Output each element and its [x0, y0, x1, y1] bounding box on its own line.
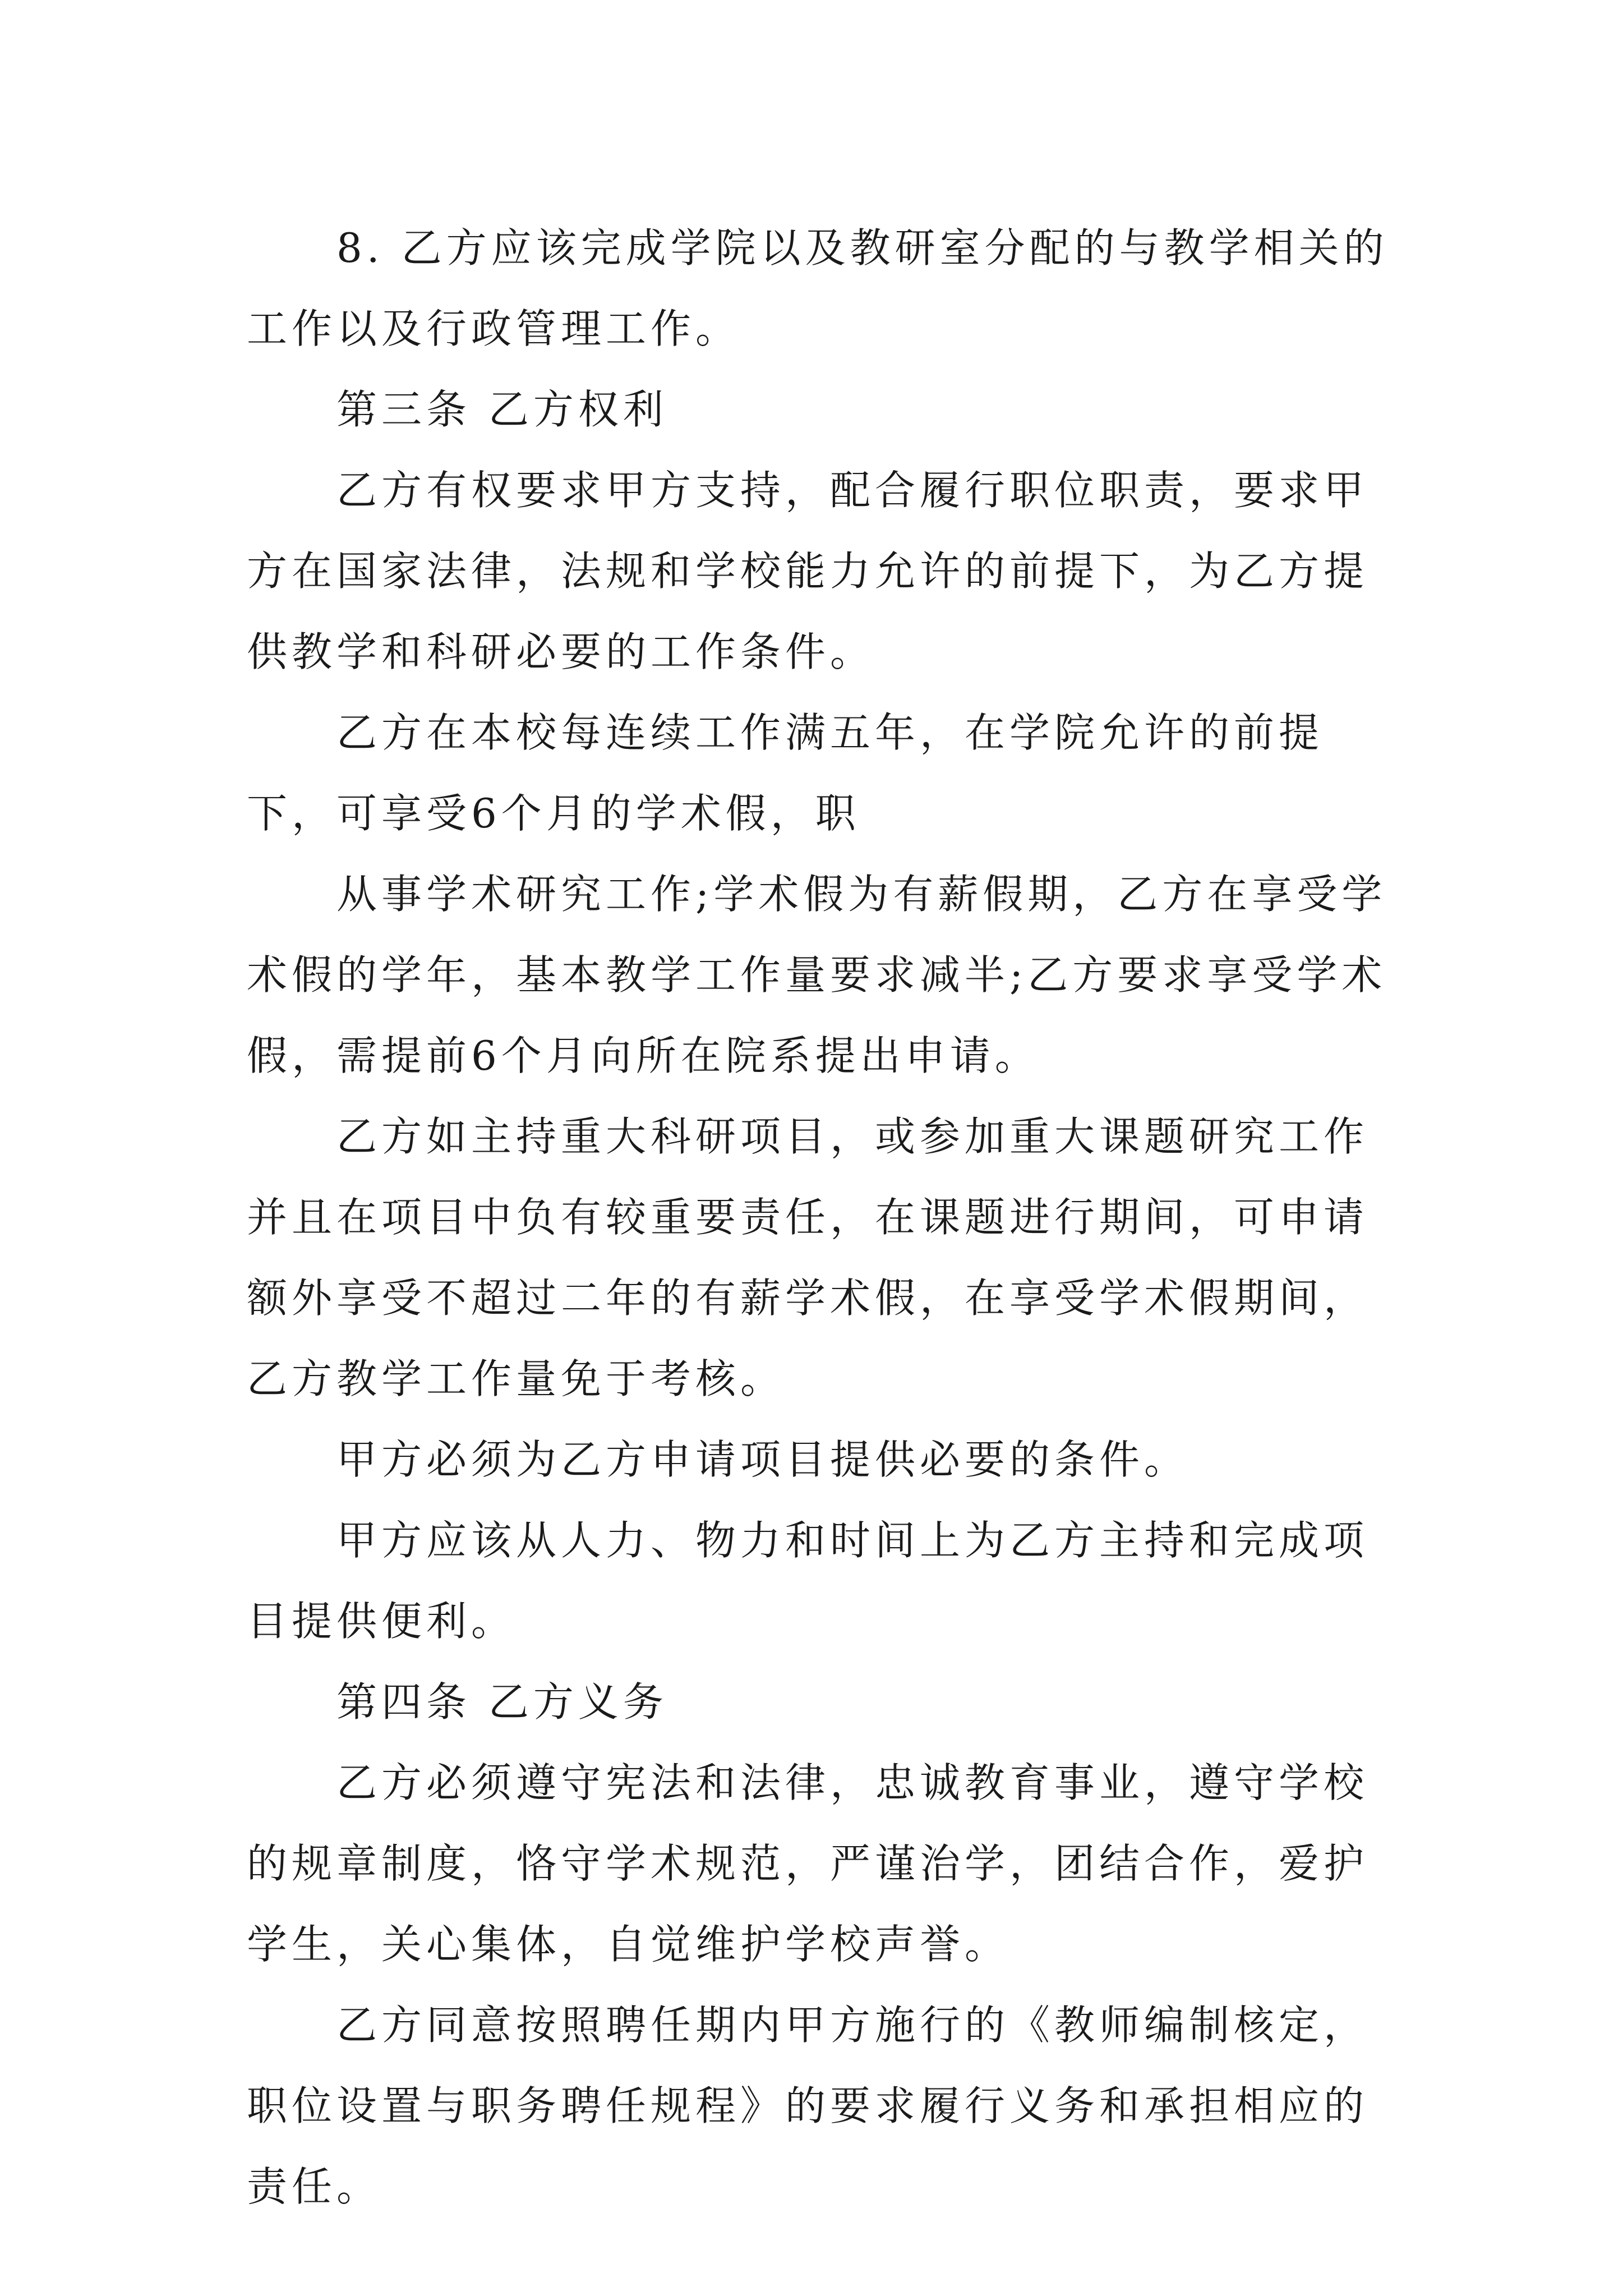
- paragraph-party-a-facilitation: 甲方应该从人力、物力和时间上为乙方主持和完成项目提供便利。: [247, 1517, 1369, 1645]
- document-body: [247, 208, 1391, 2227]
- paragraph-obligations-conduct: 乙方必须遵守宪法和法律，忠诚教育事业，遵守学校的规章制度，恪守学术规范，严谨治学，团结合作，爱护学生，关心集体，自觉维护学校声誉。: [247, 1759, 1369, 1968]
- paragraph-obligations-regulations: 乙方同意按照聘任期内甲方施行的《教师编制核定，职位设置与职务聘任规程》的要求履行义务和承担相应的责任。: [247, 2001, 1369, 2210]
- paragraph-sabbatical-terms: 从事学术研究工作;学术假为有薪假期，乙方在享受学术假的学年，基本教学工作量要求减半;乙方要求享受学术假，需提前6个月向所在院系提出申请。: [247, 871, 1387, 1079]
- paragraph-research-project-leave: 乙方如主持重大科研项目，或参加重大课题研究工作并且在项目中负有较重要责任，在课题进行期间，可申请额外享受不超过二年的有薪学术假，在享受学术假期间，乙方教学工作量免于考核。: [247, 1113, 1369, 1402]
- paragraph-party-a-conditions: 甲方必须为乙方申请项目提供必要的条件。: [336, 1436, 1189, 1483]
- heading-article-3: 第三条 乙方权利: [336, 386, 668, 433]
- heading-article-4: 第四条 乙方义务: [336, 1678, 668, 1726]
- paragraph-rights-support: 乙方有权要求甲方支持，配合履行职位职责，要求甲方在国家法律，法规和学校能力允许的前提下，为乙方提供教学和科研必要的工作条件。: [247, 467, 1369, 675]
- paragraph-clause-8: 8. 乙方应该完成学院以及教研室分配的与教学相关的工作以及行政管理工作。: [247, 224, 1389, 352]
- paragraph-sabbatical-eligibility: 乙方在本校每连续工作满五年，在学院允许的前提下，可享受6个月的学术假，职: [247, 709, 1324, 837]
